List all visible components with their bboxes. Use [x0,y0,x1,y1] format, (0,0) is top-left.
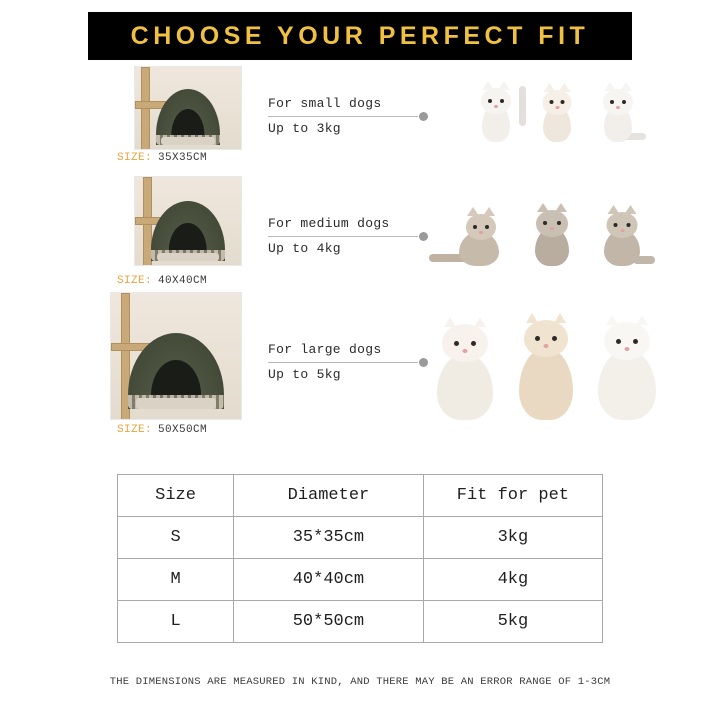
table-header-size: Size [118,475,234,517]
table-cell-diameter: 40*40cm [234,559,424,601]
cat-nose [555,106,559,109]
table-row [118,517,603,559]
pet-tent-large [128,333,224,409]
cat-group-small [452,70,662,142]
table-cell-size: S [118,517,234,559]
cat-ear-right [559,83,571,92]
cat-illustration [470,80,522,142]
cat-ear-right [474,317,486,327]
cat-head [604,322,650,360]
cat-illustration [592,80,644,142]
cat-ear-right [554,313,566,323]
table-header-diameter: Diameter [234,475,424,517]
cat-body [519,348,573,420]
cat-eye-right [627,223,631,227]
cat-eye-left [614,223,618,227]
cat-eye-left [616,339,621,344]
table-header-fit: Fit for pet [423,475,602,517]
fit-line-primary: For medium dogs [268,216,390,231]
cat-eye-right [633,339,638,344]
fit-text-medium [268,216,418,256]
table-cell-fit: 4kg [423,559,602,601]
cat-nose [544,344,549,348]
size-label: SIZE: [117,152,153,164]
table-cell-size: L [118,601,234,643]
product-image-medium [134,176,242,266]
cat-head [603,89,633,115]
cat-nose [625,347,630,351]
fit-divider [268,236,418,237]
cat-group-medium [420,192,666,266]
tent-cushion [136,398,217,409]
cat-tail [519,86,526,126]
cat-ear-right [555,203,567,212]
tent-cushion [157,253,219,261]
cat-eye-left [488,99,492,103]
cat-body [598,350,656,420]
cat-illustration [433,202,513,266]
pet-tent-small [156,89,220,145]
cat-nose [494,105,498,108]
cat-ear-left [444,317,456,327]
cat-illustration [523,202,581,266]
cat-eye-right [471,341,476,346]
cat-illustration [591,316,663,420]
cat-body [437,354,493,420]
cat-illustration [532,80,582,142]
cat-ear-right [483,207,495,216]
cat-ear-left [604,82,616,91]
cat-illustration [429,316,501,420]
fit-text-large [268,342,418,382]
header-banner [88,12,632,60]
product-image-large [110,292,242,420]
size-caption-small [117,152,207,164]
cat-eye-left [535,336,540,341]
table-header-row [118,475,603,517]
cat-nose [620,229,624,232]
table-cell-diameter: 50*50cm [234,601,424,643]
cat-ear-left [482,81,494,90]
cat-eye-right [557,221,561,225]
cat-head [607,212,638,238]
cat-nose [550,227,554,230]
cat-eye-left [610,100,614,104]
table-cell-fit: 3kg [423,517,602,559]
cat-eye-left [550,100,554,104]
fit-divider [268,362,418,363]
cat-head [466,214,496,240]
fit-line-secondary: Up to 5kg [268,367,341,382]
fit-line-primary: For small dogs [268,96,382,111]
cat-head [481,88,511,114]
cat-group-large [424,306,668,420]
cat-ear-left [608,205,620,214]
page-title: CHOOSE YOUR PERFECT FIT [130,21,590,50]
measurement-disclaimer: THE DIMENSIONS ARE MEASURED IN KIND, AND THERE MAY BE AN ERROR RANGE OF 1-3CM [109,676,611,688]
size-spec-table [117,474,603,643]
cat-eye-left [473,225,477,229]
fit-line-secondary: Up to 3kg [268,121,341,136]
cat-nose [616,106,620,109]
cat-ear-right [625,205,637,214]
size-caption-medium [117,275,207,287]
pet-tent-medium [151,201,225,261]
cat-eye-right [552,336,557,341]
cat-ear-left [467,207,479,216]
cat-nose [479,231,483,234]
size-value: 40X40CM [158,275,208,287]
size-caption-large [117,424,207,436]
cat-head [442,324,488,362]
fit-line-primary: For large dogs [268,342,382,357]
cat-head [536,210,568,237]
fit-text-small [268,96,418,136]
cat-illustration [591,202,653,266]
cat-ear-left [606,315,618,325]
table-row [118,559,603,601]
cat-ear-right [620,82,632,91]
cat-ear-left [537,203,549,212]
size-value: 50X50CM [158,424,208,436]
cat-illustration [511,316,581,420]
size-label: SIZE: [117,275,153,287]
cat-ear-left [544,83,556,92]
size-value: 35X35CM [158,152,208,164]
cat-head [524,320,568,357]
cat-eye-left [454,341,459,346]
cat-eye-right [622,100,626,104]
cat-eye-left [543,221,547,225]
cat-head [543,90,572,115]
cat-ear-right [636,315,648,325]
fit-line-secondary: Up to 4kg [268,241,341,256]
tent-cushion [161,137,215,145]
table-cell-size: M [118,559,234,601]
table-row [118,601,603,643]
cat-ear-left [526,313,538,323]
cat-eye-right [500,99,504,103]
cat-eye-right [485,225,489,229]
size-label: SIZE: [117,424,153,436]
table-cell-fit: 5kg [423,601,602,643]
cat-ear-right [498,81,510,90]
table-cell-diameter: 35*35cm [234,517,424,559]
fit-divider [268,116,418,117]
cat-eye-right [561,100,565,104]
cat-nose [462,349,467,353]
product-image-small [134,66,242,150]
